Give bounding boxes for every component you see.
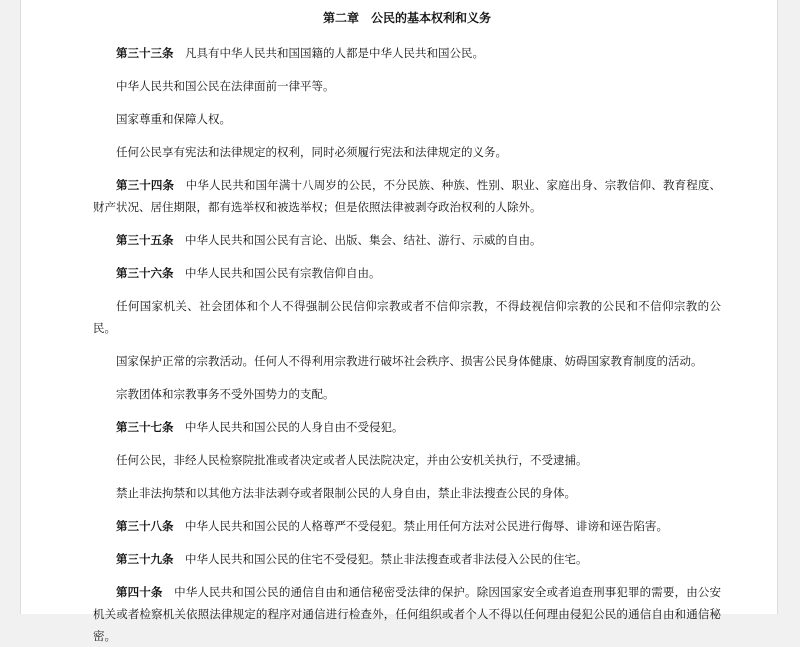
clause-paragraph: [93, 141, 721, 163]
article-number: 第三十五条: [116, 233, 174, 247]
paragraph-text: 国家保护正常的宗教活动。任何人不得利用宗教进行破坏社会秩序、损害公民身体健康、妨碍国家教育制度的活动。: [116, 354, 703, 368]
paragraph-text: 中华人民共和国公民的人格尊严不受侵犯。禁止用任何方法对公民进行侮辱、诽谤和诬告陷害。: [185, 519, 668, 533]
paragraph-text: 中华人民共和国年满十八周岁的公民，不分民族、种族、性别、职业、家庭出身、宗教信仰、教育程度、财产状况、居住期限，都有选举权和被选举权；但是依照法律被剥夺政治权利的人除外。: [93, 178, 721, 214]
article-number: 第三十六条: [116, 266, 174, 280]
article-list: [93, 42, 721, 647]
paragraph-text: 凡具有中华人民共和国国籍的人都是中华人民共和国公民。: [185, 46, 484, 60]
paragraph-text: 禁止非法拘禁和以其他方法非法剥夺或者限制公民的人身自由，禁止非法搜查公民的身体。: [116, 486, 576, 500]
paragraph-text: 任何公民享有宪法和法律规定的权利，同时必须履行宪法和法律规定的义务。: [116, 145, 507, 159]
clause-paragraph: [93, 75, 721, 97]
article-paragraph: [93, 229, 721, 251]
paragraph-text: 宗教团体和宗教事务不受外国势力的支配。: [116, 387, 335, 401]
article-number: 第三十八条: [116, 519, 174, 533]
paragraph-text: 中华人民共和国公民在法律面前一律平等。: [116, 79, 335, 93]
article-number: 第三十九条: [116, 552, 174, 566]
clause-paragraph: [93, 350, 721, 372]
article-number: 第四十条: [116, 585, 163, 599]
paragraph-text: 国家尊重和保障人权。: [116, 112, 231, 126]
article-paragraph: [93, 515, 721, 537]
article-paragraph: [93, 416, 721, 438]
clause-paragraph: [93, 449, 721, 471]
paragraph-text: 任何公民，非经人民检察院批准或者决定或者人民法院决定，并由公安机关执行，不受逮捕。: [116, 453, 588, 467]
paragraph-text: 中华人民共和国公民的人身自由不受侵犯。: [185, 420, 404, 434]
paragraph-text: 中华人民共和国公民有言论、出版、集会、结社、游行、示威的自由。: [185, 233, 542, 247]
article-paragraph: [93, 548, 721, 570]
article-paragraph: [93, 42, 721, 64]
article-number: 第三十四条: [116, 178, 175, 192]
chapter-title: 第二章 公民的基本权利和义务: [322, 11, 491, 25]
clause-paragraph: [93, 295, 721, 339]
paragraph-text: 中华人民共和国公民的住宅不受侵犯。禁止非法搜查或者非法侵入公民的住宅。: [185, 552, 588, 566]
paragraph-text: 中华人民共和国公民的通信自由和通信秘密受法律的保护。除因国家安全或者追查刑事犯罪的需要，由公安机关或者检察机关依照法律规定的程序对通信进行检查外，任何组织或者个人不得以任何理由侵犯公民的通信自由和通信秘密。: [93, 585, 721, 643]
clause-paragraph: [93, 108, 721, 130]
paragraph-text: 任何国家机关、社会团体和个人不得强制公民信仰宗教或者不信仰宗教，不得歧视信仰宗教的公民和不信仰宗教的公民。: [93, 299, 721, 335]
article-number: 第三十七条: [116, 420, 174, 434]
clause-paragraph: [93, 482, 721, 504]
paragraph-text: 中华人民共和国公民有宗教信仰自由。: [185, 266, 381, 280]
article-number: 第三十三条: [116, 46, 174, 60]
clause-paragraph: [93, 383, 721, 405]
article-paragraph: [93, 262, 721, 284]
article-paragraph: [93, 581, 721, 647]
document-page: [20, 0, 778, 643]
article-paragraph: [93, 174, 721, 218]
